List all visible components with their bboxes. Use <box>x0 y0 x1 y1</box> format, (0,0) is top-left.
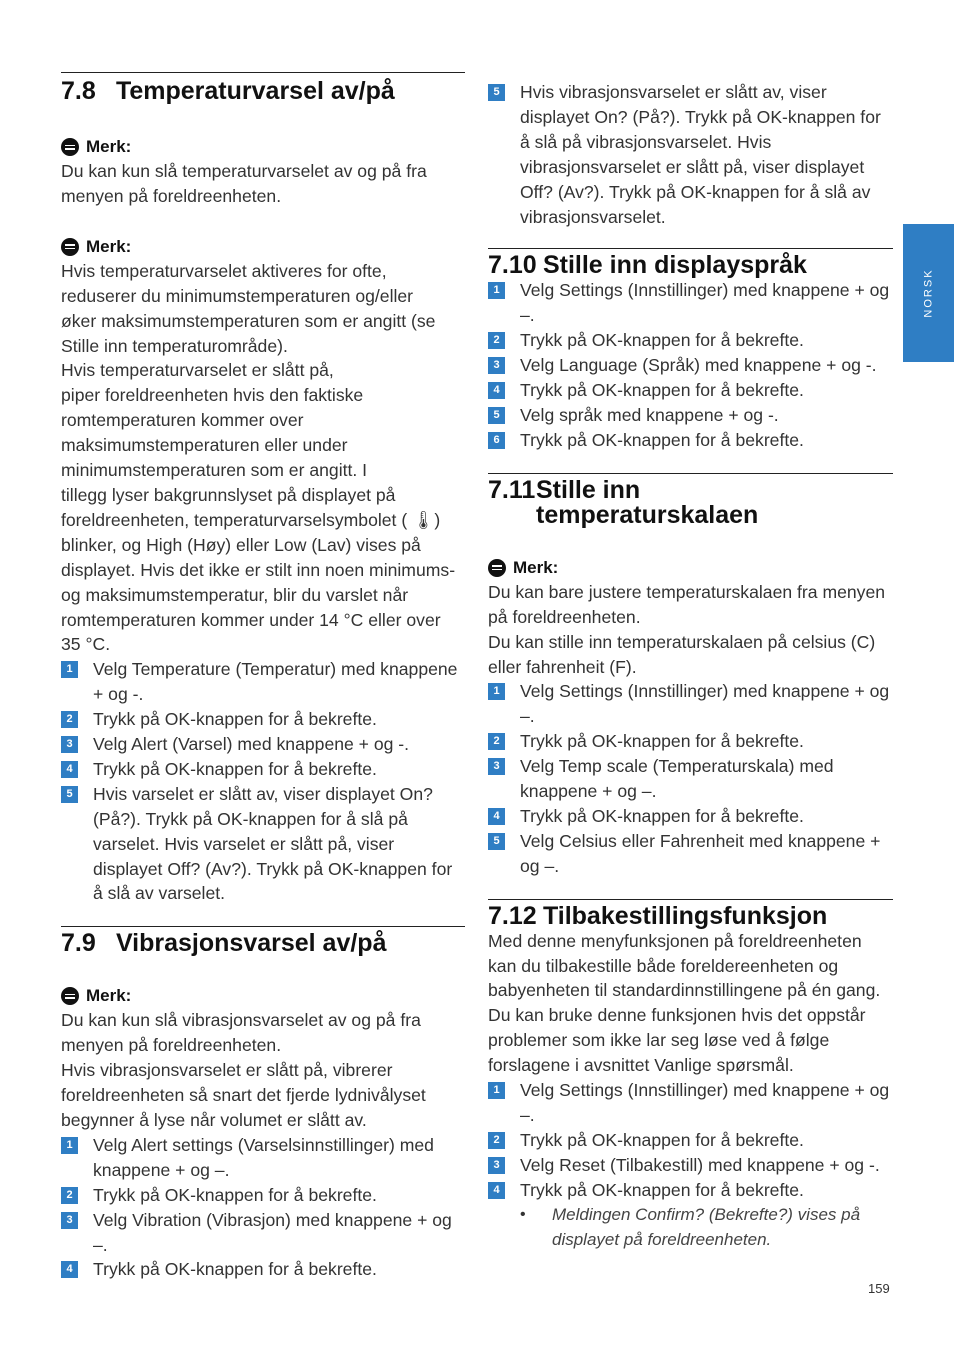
step-badge: 2 <box>488 1132 505 1149</box>
step-item: 4 Trykk på OK-knappen for å bekrefte. <box>488 378 893 403</box>
language-side-tab <box>903 224 954 362</box>
step-list <box>61 657 465 906</box>
step-list <box>488 1078 893 1203</box>
step-badge: 1 <box>488 683 505 700</box>
step-list <box>61 1133 465 1282</box>
section-heading: 7.10 Stille inn displayspråk <box>488 251 807 280</box>
step-item: 2 Trykk på OK-knappen for å bekrefte. <box>488 1128 893 1153</box>
note-heading: Merk: <box>61 984 465 1008</box>
step-badge: 6 <box>488 432 505 449</box>
section-heading: 7.11Stille inn temperaturskalaen <box>488 475 759 529</box>
step-item: 2 Trykk på OK-knappen for å bekrefte. <box>61 707 465 732</box>
note-icon <box>488 559 506 577</box>
note-text: Du kan kun slå temperaturvarselet av og på fra menyen på foreldreenheten. <box>61 161 427 206</box>
bullet-icon: • <box>520 1205 526 1223</box>
step-badge: 1 <box>61 661 78 678</box>
step-item: 3 Velg Reset (Tilbakestill) med knappene + og -. <box>488 1153 893 1178</box>
step-badge: 5 <box>61 786 78 803</box>
step-item: 1 Velg Alert settings (Varselsinnstillinger) med knappene + og –. <box>61 1133 465 1183</box>
step-item: 2 Trykk på OK-knappen for å bekrefte. <box>488 729 893 754</box>
step-item: 1 Velg Settings (Innstillinger) med knappene + og –. <box>488 679 893 729</box>
right-column <box>488 80 893 1252</box>
step-badge: 2 <box>61 1187 78 1204</box>
step-badge: 5 <box>488 833 505 850</box>
step-item: 3 Velg Alert (Varsel) med knappene + og -. <box>61 732 465 757</box>
step-item: 3 Velg Vibration (Vibrasjon) med knappene + og –. <box>61 1208 465 1258</box>
section-7-10 <box>488 248 893 452</box>
step-item: 5 Hvis varselet er slått av, viser displayet On? (På?). Trykk på OK-knappen for å slå på varselet. Hvis varselet er slått på, viser displayet Off? (Av?). Trykk på OK-knappen for å slå av varselet. <box>61 782 465 907</box>
step-badge: 5 <box>488 84 505 101</box>
step-item: 4 Trykk på OK-knappen for å bekrefte. <box>61 1257 465 1282</box>
step-item: 4 Trykk på OK-knappen for å bekrefte. <box>488 804 893 829</box>
step-badge: 3 <box>488 1157 505 1174</box>
note-heading: Merk: <box>61 135 465 159</box>
step-badge: 3 <box>61 1212 78 1229</box>
step-badge: 5 <box>488 407 505 424</box>
note-text: Hvis temperaturvarselet aktiveres for ofte, reduserer du minimumstemperaturen og/eller øker maksimumstemperaturen som er angitt (se Stille inn temperaturområde). Hvis temperaturvarselet er slått på, piper foreldreenheten hvis den faktiske romtemperaturen kommer over maksimumstemperaturen eller under minimumstemperaturen som er angitt. I tillegg lyser bakgrunnslyset på displayet på foreldreenheten, temperaturvarselsymbolet ( 🌡) blinker, og High (Høy) eller Low (Lav) vises på displayet. Hvis det ikke er stilt inn noen minimums- og maksimumstemperatur, blir du varslet når romtemperaturen kommer under 14 °C eller over 35 °C. <box>61 260 456 655</box>
step-item: 5 Hvis vibrasjonsvarselet er slått av, viser displayet On? (På?). Trykk på OK-knappen for å slå på vibrasjonsvarselet. Hvis vibrasjonsvarselet er slått på, viser displayet Off? (Av?). Trykk på OK-knappen for å slå av vibrasjonsvarselet. <box>488 80 893 229</box>
step-badge: 3 <box>488 357 505 374</box>
step-item: 5 Velg språk med knappene + og -. <box>488 403 893 428</box>
side-tab-label: NORSK <box>922 268 935 318</box>
note-icon <box>61 238 79 256</box>
step-item: 2 Trykk på OK-knappen for å bekrefte. <box>488 328 893 353</box>
step-badge: 3 <box>488 758 505 775</box>
step-list <box>488 278 893 452</box>
step-item: 4 Trykk på OK-knappen for å bekrefte. <box>61 757 465 782</box>
section-7-9 <box>61 926 465 1282</box>
step-item: 6 Trykk på OK-knappen for å bekrefte. <box>488 428 893 453</box>
result-text: Meldingen Confirm? (Bekrefte?) vises på displayet på foreldreenheten. <box>552 1204 861 1249</box>
step-badge: 2 <box>488 332 505 349</box>
note-heading: Merk: <box>488 556 893 580</box>
step-badge: 4 <box>488 1182 505 1199</box>
step-item: 3 Velg Language (Språk) med knappene + og -. <box>488 353 893 378</box>
step-list <box>488 679 893 878</box>
section-heading: 7.8 Temperaturvarsel av/på <box>61 77 395 105</box>
step-list <box>488 80 893 229</box>
step-badge: 1 <box>488 1082 505 1099</box>
step-badge: 4 <box>488 382 505 399</box>
step-item: 4 Trykk på OK-knappen for å bekrefte. <box>488 1178 893 1203</box>
left-column <box>61 72 465 1282</box>
section-heading: 7.9 Vibrasjonsvarsel av/på <box>61 929 387 958</box>
note-icon <box>61 138 79 156</box>
paragraph: Med denne menyfunksjonen på foreldreenheten kan du tilbakestille både foreldereenheten og babyenheten til standardinnstillingene på én gang. Du kan bruke denne funksjonen hvis det oppstår problemer som ikke lar seg løse ved å følge forslagene i avsnittet Vanlige spørsmål. <box>488 930 881 1076</box>
step-badge: 2 <box>488 733 505 750</box>
note-text: Du kan bare justere temperaturskalaen fra menyen på foreldreenheten. <box>488 581 886 627</box>
step-item: 3 Velg Temp scale (Temperaturskala) med knappene + og –. <box>488 754 893 804</box>
section-7-8 <box>61 72 465 906</box>
step-item: 5 Velg Celsius eller Fahrenheit med knappene + og –. <box>488 829 893 879</box>
section-7-12 <box>488 899 893 1253</box>
section-heading: 7.12 Tilbakestillingsfunksjon <box>488 901 828 930</box>
note-text: Du kan kun slå vibrasjonsvarselet av og på fra menyen på foreldreenheten. <box>61 1010 421 1056</box>
step-item: 1 Velg Temperature (Temperatur) med knappene + og -. <box>61 657 465 707</box>
step-badge: 4 <box>61 1261 78 1278</box>
step-badge: 1 <box>488 282 505 299</box>
step-item: 1 Velg Settings (Innstillinger) med knappene + og –. <box>488 1078 893 1128</box>
step-badge: 2 <box>61 711 78 728</box>
step-badge: 3 <box>61 736 78 753</box>
paragraph: Hvis vibrasjonsvarselet er slått på, vibrerer foreldreenheten så snart det fjerde lydnivålyset begynner å lyse når volumet er slått av. <box>61 1060 426 1130</box>
note-heading: Merk: <box>61 235 465 259</box>
step-item: 2 Trykk på OK-knappen for å bekrefte. <box>61 1183 465 1208</box>
note-icon <box>61 987 79 1005</box>
step-badge: 1 <box>61 1137 78 1154</box>
paragraph: Du kan stille inn temperaturskalaen på celsius (C) eller fahrenheit (F). <box>488 631 876 677</box>
result-bullet <box>488 1203 893 1253</box>
step-badge: 4 <box>61 761 78 778</box>
step-item: 1 Velg Settings (Innstillinger) med knappene + og –. <box>488 278 893 328</box>
section-7-11 <box>488 473 893 879</box>
step-badge: 4 <box>488 808 505 825</box>
page-number: 159 <box>868 1281 890 1296</box>
